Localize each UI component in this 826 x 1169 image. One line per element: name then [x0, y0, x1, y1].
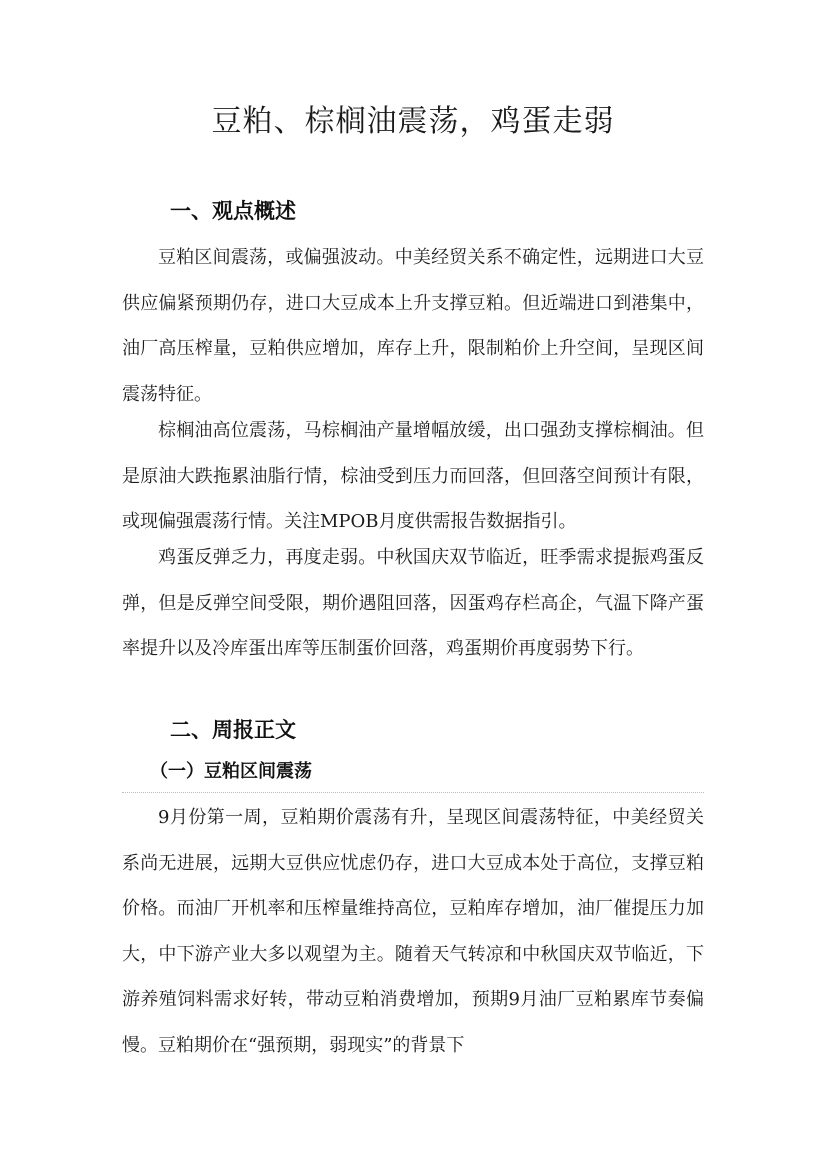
section-heading-weekly-report: 二、周报正文 — [170, 718, 296, 742]
section-heading-overview: 一、观点概述 — [170, 199, 296, 223]
paragraph-palm-oil-summary: 棕榈油高位震荡，马棕榈油产量增幅放缓，出口强劲支撑棕榈油。但是原油大跌拖累油脂行情，棕油受到压力而回落，但回落空间预计有限，或现偏强震荡行情。关注MPOB月度供需报告数据指引。 — [122, 420, 704, 532]
section-divider — [122, 792, 704, 793]
paragraph-soymeal-weekly: 9月份第一周，豆粕期价震荡有升，呈现区间震荡特征，中美经贸关系尚无进展，远期大豆供应忧虑仍存，进口大豆成本处于高位，支撑豆粕价格。而油厂开机率和压榨量维持高位，豆粕库存增加，油厂催提压力加大，中下游产业大多以观望为主。随着天气转凉和中秋国庆双节临近，下游养殖饲料需求好转，带动豆粕消费增加，预期9月油厂豆粕累库节奏偏慢。豆粕期价在“强预期，弱现实”的背景下 — [122, 807, 704, 1056]
subsection-heading-soymeal: （一）豆粕区间震荡 — [150, 761, 312, 782]
document-title: 豆粕、棕榈油震荡，鸡蛋走弱 — [211, 104, 615, 139]
paragraph-soymeal-summary: 豆粕区间震荡，或偏强波动。中美经贸关系不确定性，远期进口大豆供应偏紧预期仍存，进口大豆成本上升支撑豆粕。但近端进口到港集中，油厂高压榨量，豆粕供应增加，库存上升，限制粕价上升空间，呈现区间震荡特征。 — [122, 247, 704, 405]
paragraph-egg-summary: 鸡蛋反弹乏力，再度走弱。中秋国庆双节临近，旺季需求提振鸡蛋反弹，但是反弹空间受限，期价遇阻回落，因蛋鸡存栏高企，气温下降产蛋率提升以及冷库蛋出库等压制蛋价回落，鸡蛋期价再度弱势下行。 — [122, 547, 704, 659]
